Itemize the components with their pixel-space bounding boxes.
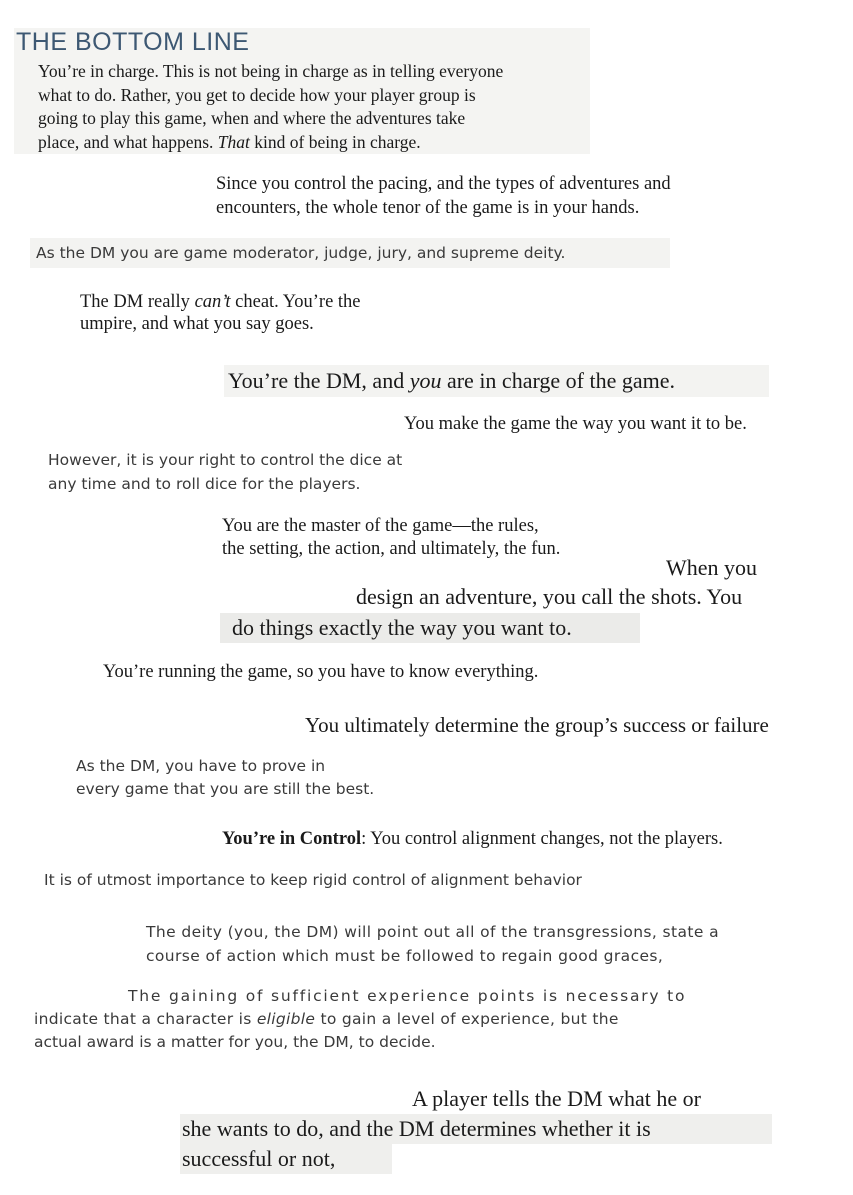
emphasis-text: you <box>409 368 442 393</box>
line-text: cheat. You’re the <box>230 292 361 312</box>
quote-alignment: It is of utmost importance to keep rigid control of alignment behavior <box>44 871 582 889</box>
line-text: indicate that a character is <box>34 1010 257 1028</box>
quote-pacing <box>216 173 671 220</box>
quote-line: The gaining of sufficient experience points is necessary to <box>128 987 687 1005</box>
section-heading: THE BOTTOM LINE <box>16 28 250 56</box>
quote-player <box>180 1080 820 1180</box>
quote-line: A player tells the DM what he or <box>412 1086 701 1111</box>
paragraph-line: what to do. Rather, you get to decide how your player group is <box>38 84 476 105</box>
bottom-line-box <box>14 28 590 154</box>
quote-line: However, it is your right to control the dice at <box>48 451 403 469</box>
line-text: place, and what happens. <box>38 131 218 152</box>
quote-running: You’re running the game, so you have to know everything. <box>103 662 539 682</box>
quote-line: Since you control the pacing, and the types of adventures and <box>216 174 671 194</box>
quote-prove <box>76 755 374 801</box>
paragraph-line <box>38 131 503 155</box>
quote-line <box>34 1008 619 1031</box>
quote-dice <box>48 448 402 496</box>
quote-moderator: As the DM you are game moderator, judge, jury, and supreme deity. <box>30 238 670 268</box>
quote-line: encounters, the whole tenor of the game is in your hands. <box>216 197 640 218</box>
emphasis-text: That <box>217 131 250 152</box>
quote-line: umpire, and what you say goes. <box>80 314 314 334</box>
line-text: The DM really <box>80 292 195 312</box>
quote-in-charge <box>224 365 769 397</box>
quote-line: You are the master of the game—the rules, <box>222 516 539 536</box>
quote-line: every game that you are still the best. <box>76 780 375 798</box>
quote-line: the setting, the action, and ultimately, the fun. <box>222 539 561 559</box>
quote-line: any time and to roll dice for the players. <box>48 475 361 493</box>
quote-way: You make the game the way you want it to be. <box>404 414 747 434</box>
quote-line <box>80 291 361 313</box>
paragraph-line: You’re in charge. This is not being in charge as in telling everyone <box>38 61 504 81</box>
line-text: to gain a level of experience, but the <box>315 1010 619 1028</box>
quote-cheat <box>80 291 361 335</box>
quote-line: design an adventure, you call the shots. You <box>356 584 743 609</box>
quote-control <box>222 826 723 852</box>
quote-experience <box>34 985 714 1060</box>
quote-line: course of action which must be followed to regain good graces, <box>146 947 664 965</box>
quote-line: The deity (you, the DM) will point out all of the transgressions, state a <box>146 923 720 941</box>
quote-line: she wants to do, and the DM determines whether it is <box>180 1114 772 1144</box>
line-text: are in charge of the game. <box>441 368 676 393</box>
bottom-line-paragraph <box>38 60 503 154</box>
quote-line: do things exactly the way you want to. <box>220 613 640 643</box>
line-text: You’re the DM, and <box>228 368 410 393</box>
paragraph-line: going to play this game, when and where the adventures take <box>38 108 466 128</box>
line-text: : You control alignment changes, not the players. <box>361 829 723 849</box>
emphasis-text: eligible <box>256 1010 316 1028</box>
quote-line: As the DM, you have to prove in <box>76 757 326 775</box>
quote-deity <box>146 920 719 968</box>
quote-success: You ultimately determine the group’s success or failure <box>305 713 769 737</box>
line-text: kind of being in charge. <box>249 131 421 152</box>
emphasis-text: can’t <box>194 292 231 312</box>
quote-line: successful or not, <box>180 1144 392 1174</box>
bold-lead-in: You’re in Control <box>222 829 362 849</box>
quote-line: actual award is a matter for you, the DM, to decide. <box>34 1033 436 1051</box>
quote-call-shots <box>220 553 830 645</box>
quote-line: When you <box>666 555 758 580</box>
